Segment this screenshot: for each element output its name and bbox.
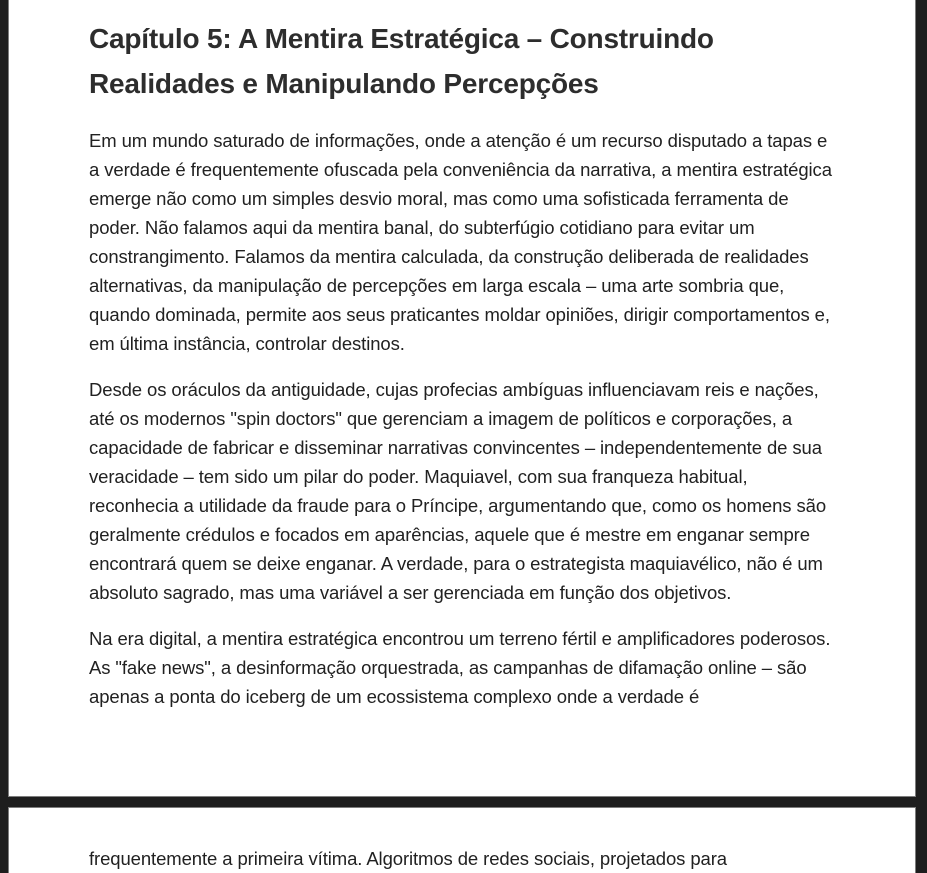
page-separator: [0, 797, 927, 807]
paragraph-4-continuation: frequentemente a primeira vítima. Algoritmos de redes sociais, projetados para: [89, 848, 727, 869]
page-2-content: [9, 808, 915, 873]
chapter-title: Capítulo 5: A Mentira Estratégica – Construindo Realidades e Manipulando Percepções: [89, 23, 714, 99]
page-1-content: [9, 0, 915, 711]
paragraph-1: Em um mundo saturado de informações, onde a atenção é um recurso disputado a tapas e a verdade é frequentemente ofuscada pela conveniência da narrativa, a mentira estratégica emerge não como um simples desvio moral, mas como uma sofisticada ferramenta de poder. Não falamos aqui da mentira banal, do subterfúgio cotidiano para evitar um constrangimento. Falamos da mentira calculada, da construção deliberada de realidades alternativas, da manipulação de percepções em larga escala – uma arte sombria que, quando dominada, permite aos seus praticantes moldar opiniões, dirigir comportamentos e, em última instância, controlar destinos.: [89, 130, 832, 354]
paragraph-2: Desde os oráculos da antiguidade, cujas profecias ambíguas influenciavam reis e nações, até os modernos "spin doctors" que gerenciam a imagem de políticos e corporações, a capacidade de fabricar e disseminar narrativas convincentes – independentemente de sua veracidade – tem sido um pilar do poder. Maquiavel, com sua franqueza habitual, reconhecia a utilidade da fraude para o Príncipe, argumentando que, como os homens são geralmente crédulos e focados em aparências, aquele que é mestre em enganar sempre encontrará quem se deixe enganar. A verdade, para o estrategista maquiavélico, não é um absoluto sagrado, mas uma variável a ser gerenciada em função dos objetivos.: [89, 379, 827, 603]
page-2: [8, 807, 916, 873]
paragraph-3: Na era digital, a mentira estratégica encontrou um terreno fértil e amplificadores poderosos. As "fake news", a desinformação orquestrada, as campanhas de difamação online – são apenas a ponta do iceberg de um ecossistema complexo onde a verdade é: [89, 628, 831, 707]
page-1: [8, 0, 916, 797]
